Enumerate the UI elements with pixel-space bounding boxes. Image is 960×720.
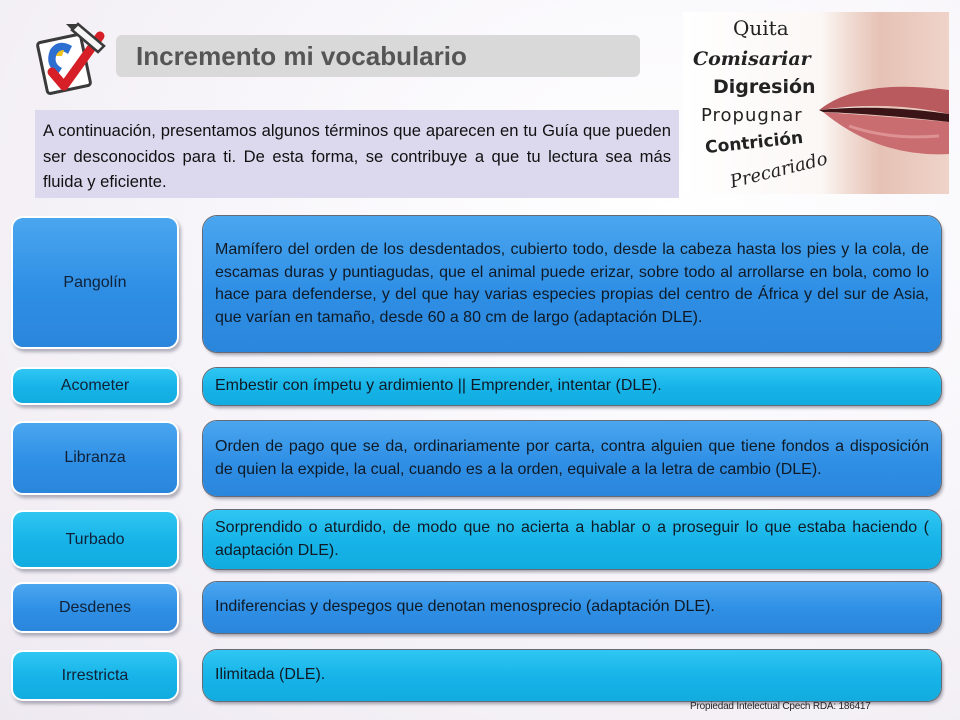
collage-word: Contrición xyxy=(704,127,805,159)
check-pencil-logo-icon xyxy=(28,16,112,100)
definition-box xyxy=(203,216,941,352)
lips-illustration xyxy=(819,70,949,162)
page-title: Incremento mi vocabulario xyxy=(136,40,467,71)
term-box xyxy=(13,584,177,631)
collage-word: Propugnar xyxy=(701,105,803,126)
term-box xyxy=(13,423,177,493)
collage-word: Comisariar xyxy=(693,48,811,70)
collage-word: Precariado xyxy=(727,148,830,193)
term-label: Desdenes xyxy=(58,598,132,616)
term-label: Libranza xyxy=(64,449,126,466)
definition-box xyxy=(203,510,941,569)
collage-word: Digresión xyxy=(713,76,816,98)
definition-text: Embestir con ímpetu y ardimiento || Emprender, intentar (DLE). xyxy=(215,377,662,395)
intro-text: A continuación, presentamos algunos términos que aparecen en tu Guía que pueden ser desconocidos para ti. De esta forma, se contribuye a que tu lectura sea más fluida y eficiente. xyxy=(43,121,671,191)
definition-box xyxy=(203,650,941,701)
definition-text: Indiferencias y despegos que denotan menosprecio (adaptación DLE). xyxy=(215,598,715,616)
copyright-footer: Propiedad Intelectual Cpech RDA: 186417 xyxy=(690,701,871,712)
term-box xyxy=(13,369,177,403)
term-label: Turbado xyxy=(65,530,125,548)
definition-box xyxy=(203,368,941,405)
intro-box xyxy=(35,110,679,198)
definition-text: Mamífero del orden de los desdentados, cubierto todo, desde la cabeza hasta los pies y la cola, de escamas duras y puntiagudas, que el animal puede erizar, sobre todo al arrollarse en bola, como lo hace para defenderse, y del que hay varias especies propias del centro de África y del sur de Asia, que varían en tamaño, desde 60 a 80 cm de largo (adaptación DLE). xyxy=(215,241,929,326)
definition-text: Ilimitada (DLE). xyxy=(215,666,326,684)
definition-text: Orden de pago que se da, ordinariamente por carta, contra alguien que tiene fondos a disposición de quien la expide, la cual, cuando es a la orden, equivale a la letra de cambio (DLE). xyxy=(215,438,929,478)
vocabulary-lips-image xyxy=(683,12,949,194)
term-box xyxy=(13,652,177,699)
term-box xyxy=(13,512,177,567)
title-bar xyxy=(116,35,640,77)
definition-text: Sorprendido o aturdido, de modo que no acierta a hablar o a proseguir lo que estaba haciendo ( adaptación DLE). xyxy=(215,519,929,559)
term-label: Acometer xyxy=(60,377,130,394)
collage-word: Quita xyxy=(733,16,789,40)
definition-box xyxy=(203,421,941,496)
term-label: Pangolín xyxy=(63,273,127,291)
term-box xyxy=(13,218,177,347)
term-label: Irrestricta xyxy=(61,666,129,684)
definition-box xyxy=(203,582,941,633)
